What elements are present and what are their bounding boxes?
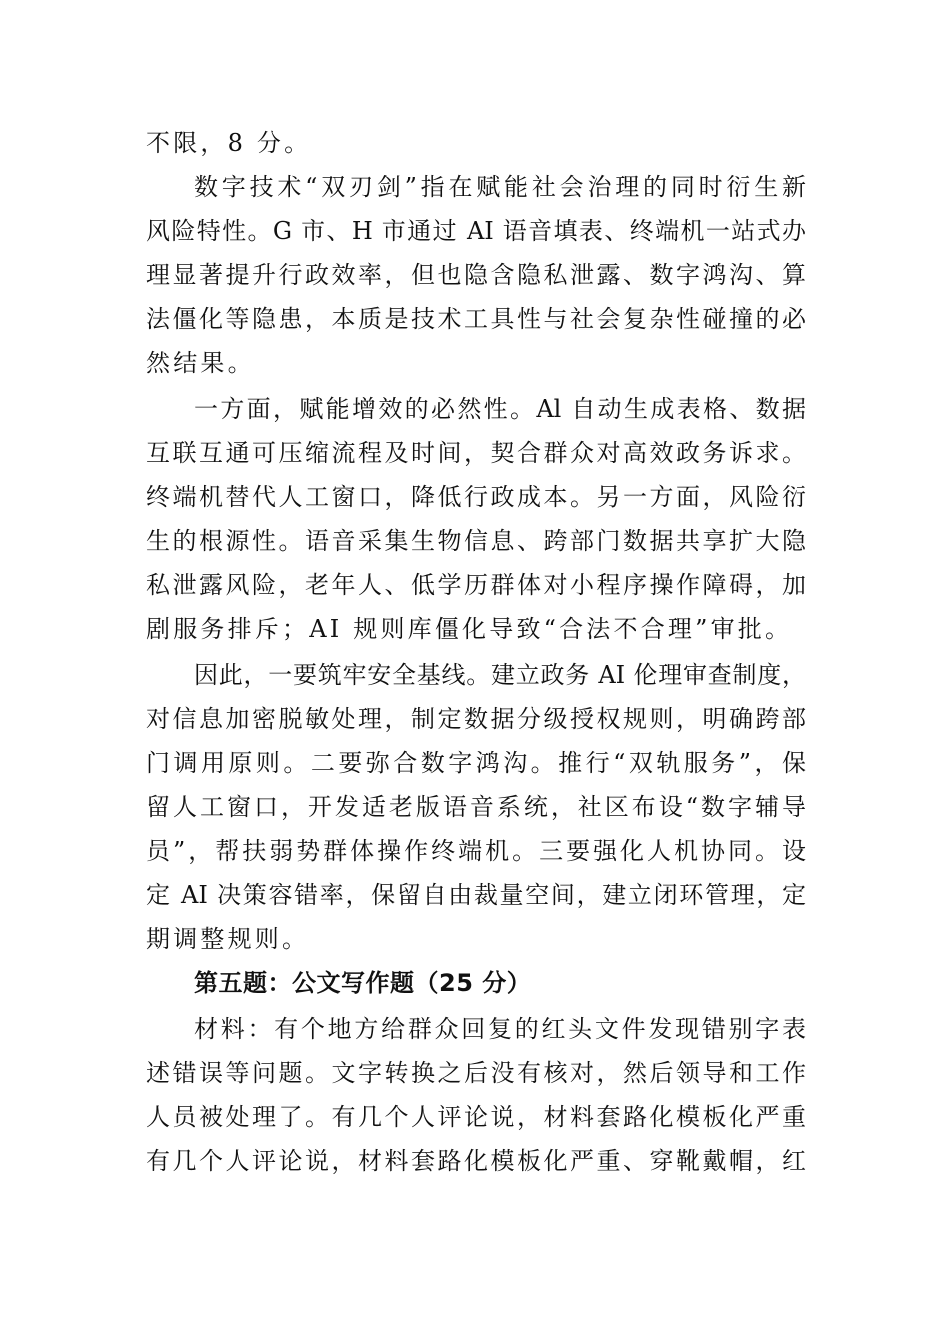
paragraph-first-line: 因此，一要筑牢安全基线。建立政务 AI 伦理审查制度， (194, 661, 806, 689)
section-heading: 第五题：公文写作题（25 分） (194, 969, 532, 997)
text-line: 人员被处理了。有几个人评论说，材料套路化模板化严重 (146, 1103, 806, 1131)
text-line: 门调用原则。二要弥合数字鸿沟。推行“双轨服务”，保 (146, 749, 806, 777)
text-line: 终端机替代人工窗口，降低行政成本。另一方面，风险衍 (146, 483, 806, 511)
text-line: 风险特性。G 市、H 市通过 AI 语音填表、终端机一站式办 (146, 217, 806, 245)
text-line: 剧服务排斥；AI 规则库僵化导致“合法不合理”审批。 (146, 615, 793, 643)
text-line: 定 AI 决策容错率，保留自由裁量空间，建立闭环管理，定 (146, 881, 806, 909)
text-line: 互联互通可压缩流程及时间，契合群众对高效政务诉求。 (146, 439, 806, 467)
text-line: 留人工窗口，开发适老版语音系统，社区布设“数字辅导 (146, 793, 806, 821)
text-line: 对信息加密脱敏处理，制定数据分级授权规则，明确跨部 (146, 705, 806, 733)
text-line: 有几个人评论说，材料套路化模板化严重、穿靴戴帽，红 (146, 1147, 806, 1175)
text-line: 不限，8 分。 (146, 129, 312, 157)
text-line: 私泄露风险，老年人、低学历群体对小程序操作障碍，加 (146, 571, 806, 599)
text-line: 理显著提升行政效率，但也隐含隐私泄露、数字鸿沟、算 (146, 261, 806, 289)
text-line: 然结果。 (146, 349, 255, 377)
text-line: 述错误等问题。文字转换之后没有核对，然后领导和工作 (146, 1059, 806, 1087)
paragraph-first-line: 数字技术“双刃剑”指在赋能社会治理的同时衍生新 (194, 173, 806, 201)
paragraph-first-line: 一方面，赋能增效的必然性。Al 自动生成表格、数据 (194, 395, 806, 423)
text-line: 期调整规则。 (146, 925, 310, 953)
paragraph-first-line: 材料：有个地方给群众回复的红头文件发现错别字表 (194, 1015, 806, 1043)
text-line: 生的根源性。语音采集生物信息、跨部门数据共享扩大隐 (146, 527, 806, 555)
text-line: 员”，帮扶弱势群体操作终端机。三要强化人机协同。设 (146, 837, 806, 865)
text-line: 法僵化等隐患，本质是技术工具性与社会复杂性碰撞的必 (146, 305, 806, 333)
